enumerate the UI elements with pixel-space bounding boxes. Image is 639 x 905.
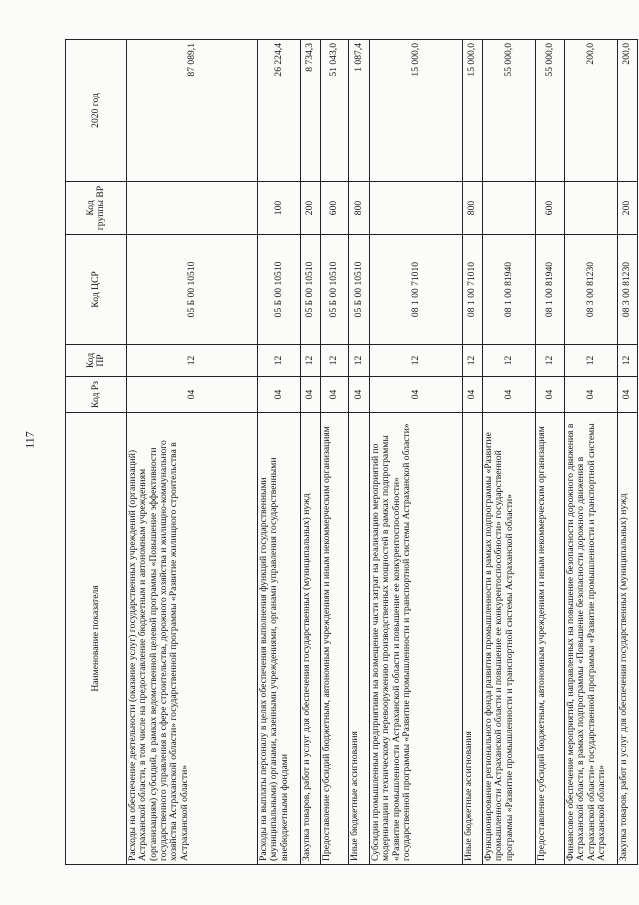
cell-csr: 08 1 00 81940 [483, 235, 536, 345]
cell-csr: 08 1 00 71010 [463, 235, 483, 345]
table-row [301, 40, 321, 865]
table-row [127, 40, 258, 865]
header-name: Наименование показателя [66, 413, 127, 865]
cell-value: 1 087,4 [349, 40, 370, 182]
header-vr: Код группы ВР [66, 182, 127, 235]
cell-name: Расходы на обеспечение деятельности (оказание услуг) государственных учреждений (организаций) Астраханской области, в том числе на предоставление бюджетным и автономным учреждениям (организациям) субсидий, в рамках ведомственной целевой программы «Повышение эффективности государственного управления в сфере строительства, дорожного хозяйства и жилищно-коммунального хозяйства Астраханской области» государственной программы «Развитие жилищного строительства в Астраханской области» [127, 413, 258, 865]
cell-value: 87 089,1 [127, 40, 258, 182]
cell-vr [370, 182, 463, 235]
cell-rz: 04 [321, 377, 349, 413]
cell-pr: 12 [258, 345, 301, 377]
cell-pr: 12 [301, 345, 321, 377]
cell-rz: 04 [127, 377, 258, 413]
cell-pr: 12 [463, 345, 483, 377]
header-csr: Код ЦСР [66, 235, 127, 345]
cell-csr: 08 1 00 71010 [370, 235, 463, 345]
cell-csr: 08 3 00 81230 [565, 235, 618, 345]
cell-csr: 08 1 00 81940 [536, 235, 565, 345]
cell-pr: 12 [483, 345, 536, 377]
cell-vr: 200 [618, 182, 638, 235]
cell-value: 15 000,0 [370, 40, 463, 182]
cell-pr: 12 [618, 345, 638, 377]
cell-name: Финансовое обеспечение мероприятий, направленных на повышение безопасности дорожного движения в Астраханской области, в рамках подпрограммы «Повышение безопасности дорожного движения в Астраханской области» государственной программы «Развитие промышленности и транспортной системы Астраханской области» [565, 413, 618, 865]
header-rz: Код Рз [66, 377, 127, 413]
cell-value: 8 734,3 [301, 40, 321, 182]
cell-value: 200,0 [618, 40, 638, 182]
cell-vr: 600 [321, 182, 349, 235]
cell-vr: 100 [258, 182, 301, 235]
cell-rz: 04 [536, 377, 565, 413]
cell-pr: 12 [321, 345, 349, 377]
cell-pr: 12 [565, 345, 618, 377]
cell-csr: 05 Б 00 10510 [258, 235, 301, 345]
cell-rz: 04 [301, 377, 321, 413]
cell-value: 15 000,0 [463, 40, 483, 182]
header-year: 2020 год [66, 40, 127, 182]
cell-name: Закупка товаров, работ и услуг для обеспечения государственных (муниципальных) нужд [301, 413, 321, 865]
cell-rz: 04 [565, 377, 618, 413]
cell-vr [565, 182, 618, 235]
cell-rz: 04 [483, 377, 536, 413]
header-pr: Код ПР [66, 345, 127, 377]
cell-name: Субсидии промышленным предприятиям на возмещение части затрат на реализацию мероприятий по модернизации и техническому перевооружению производственных мощностей в рамках подпрограммы «Развитие промышленности Астраханской области и повышение ее конкурентоспособности» государственной программы «Развитие промышленности и транспортной системы Астраханской области» [370, 413, 463, 865]
table-row [349, 40, 370, 865]
cell-csr: 05 Б 00 10510 [301, 235, 321, 345]
table-row [321, 40, 349, 865]
table-row [463, 40, 483, 865]
cell-csr: 08 3 00 81230 [618, 235, 638, 345]
cell-name: Иные бюджетные ассигнования [349, 413, 370, 865]
cell-vr [483, 182, 536, 235]
cell-pr: 12 [349, 345, 370, 377]
table-header-row [66, 40, 127, 865]
table-row [483, 40, 536, 865]
cell-value: 200,0 [565, 40, 618, 182]
cell-vr: 200 [301, 182, 321, 235]
table-row [565, 40, 618, 865]
cell-vr [127, 182, 258, 235]
page-number: 117 [22, 431, 37, 449]
cell-pr: 12 [536, 345, 565, 377]
cell-rz: 04 [258, 377, 301, 413]
cell-csr: 05 Б 00 10510 [349, 235, 370, 345]
cell-name: Иные бюджетные ассигнования [463, 413, 483, 865]
cell-vr: 800 [349, 182, 370, 235]
table-row [618, 40, 638, 865]
cell-pr: 12 [127, 345, 258, 377]
cell-rz: 04 [463, 377, 483, 413]
budget-table [65, 39, 638, 865]
cell-name: Закупка товаров, работ и услуг для обеспечения государственных (муниципальных) нужд [618, 413, 638, 865]
cell-name: Предоставление субсидий бюджетным, автономным учреждениям и иным некоммерческим организациям [321, 413, 349, 865]
table-row [536, 40, 565, 865]
cell-vr: 600 [536, 182, 565, 235]
cell-name: Расходы на выплаты персоналу в целях обеспечения выполнения функций государственными (муниципальными) органами, казенными учреждениями, органами управления государственными внебюджетными фондами [258, 413, 301, 865]
cell-csr: 05 Б 00 10510 [321, 235, 349, 345]
table-row [370, 40, 463, 865]
cell-value: 51 043,0 [321, 40, 349, 182]
cell-value: 55 000,0 [536, 40, 565, 182]
table-row [258, 40, 301, 865]
cell-rz: 04 [370, 377, 463, 413]
cell-vr: 800 [463, 182, 483, 235]
cell-csr: 05 Б 00 10510 [127, 235, 258, 345]
rotated-table-container [65, 40, 633, 865]
cell-pr: 12 [370, 345, 463, 377]
cell-name: Предоставление субсидий бюджетным, автономным учреждениям и иным некоммерческим организациям [536, 413, 565, 865]
cell-rz: 04 [349, 377, 370, 413]
cell-value: 26 224,4 [258, 40, 301, 182]
cell-name: Функционирование регионального фонда развития промышленности в рамках подпрограммы «Развитие промышленности Астраханской области и повышение ее конкурентоспособности» государственной программы «Развитие промышленности и транспортной системы Астраханской области» [483, 413, 536, 865]
cell-value: 55 000,0 [483, 40, 536, 182]
cell-rz: 04 [618, 377, 638, 413]
